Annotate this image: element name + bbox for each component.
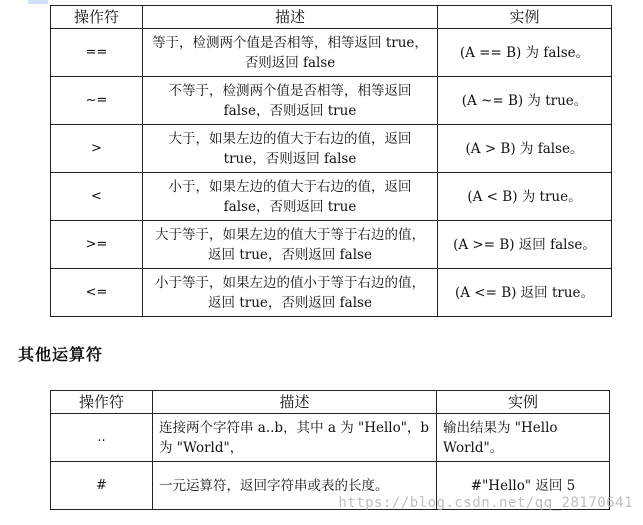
example-cell: (A >= B) 返回 false。 — [438, 221, 612, 269]
example-cell: 输出结果为 "Hello World"。 — [437, 414, 610, 462]
section-heading: 其他运算符 — [18, 345, 104, 364]
table-row — [51, 269, 612, 317]
description-cell: 小于等于，如果左边的值小于等于右边的值，返回 true，否则返回 false — [143, 269, 438, 317]
example-cell: (A == B) 为 false。 — [438, 29, 612, 77]
operator-cell: == — [51, 29, 143, 77]
column-header-example: 实例 — [438, 6, 612, 29]
column-header-example: 实例 — [437, 391, 610, 414]
description-cell: 大于等于，如果左边的值大于等于右边的值，返回 true，否则返回 false — [143, 221, 438, 269]
other-operators-table — [50, 390, 610, 510]
column-header-operator: 操作符 — [51, 391, 153, 414]
description-cell: 不等于，检测两个值是否相等，相等返回 false，否则返回 true — [143, 77, 438, 125]
example-cell: (A > B) 为 false。 — [438, 125, 612, 173]
description-cell: 一元运算符，返回字符串或表的长度。 — [153, 462, 437, 510]
example-cell: (A ~= B) 为 true。 — [438, 77, 612, 125]
description-cell: 大于，如果左边的值大于右边的值，返回 true，否则返回 false — [143, 125, 438, 173]
table-row — [51, 125, 612, 173]
operator-cell: < — [51, 173, 143, 221]
table-row — [51, 221, 612, 269]
operator-cell: <= — [51, 269, 143, 317]
table-row — [51, 77, 612, 125]
table-header-row — [51, 391, 610, 414]
table-row — [51, 29, 612, 77]
operator-cell: .. — [51, 414, 153, 462]
operator-cell: >= — [51, 221, 143, 269]
operator-cell: # — [51, 462, 153, 510]
description-cell: 连接两个字符串 a..b，其中 a 为 "Hello"，b 为 "World"， — [153, 414, 437, 462]
page-tab-marker — [28, 0, 48, 4]
watermark-url: https://blog.csdn.net/qq_28170641 — [338, 495, 633, 511]
operator-cell: ~= — [51, 77, 143, 125]
relational-operators-table — [50, 5, 612, 317]
example-cell: (A <= B) 返回 true。 — [438, 269, 612, 317]
operator-cell: > — [51, 125, 143, 173]
table-row — [51, 173, 612, 221]
example-cell: #"Hello" 返回 5 — [437, 462, 610, 510]
description-cell: 小于，如果左边的值大于右边的值，返回 false，否则返回 true — [143, 173, 438, 221]
table-header-row — [51, 6, 612, 29]
column-header-description: 描述 — [153, 391, 437, 414]
example-cell: (A < B) 为 true。 — [438, 173, 612, 221]
column-header-operator: 操作符 — [51, 6, 143, 29]
column-header-description: 描述 — [143, 6, 438, 29]
table-row — [51, 414, 610, 462]
description-cell: 等于，检测两个值是否相等，相等返回 true，否则返回 false — [143, 29, 438, 77]
